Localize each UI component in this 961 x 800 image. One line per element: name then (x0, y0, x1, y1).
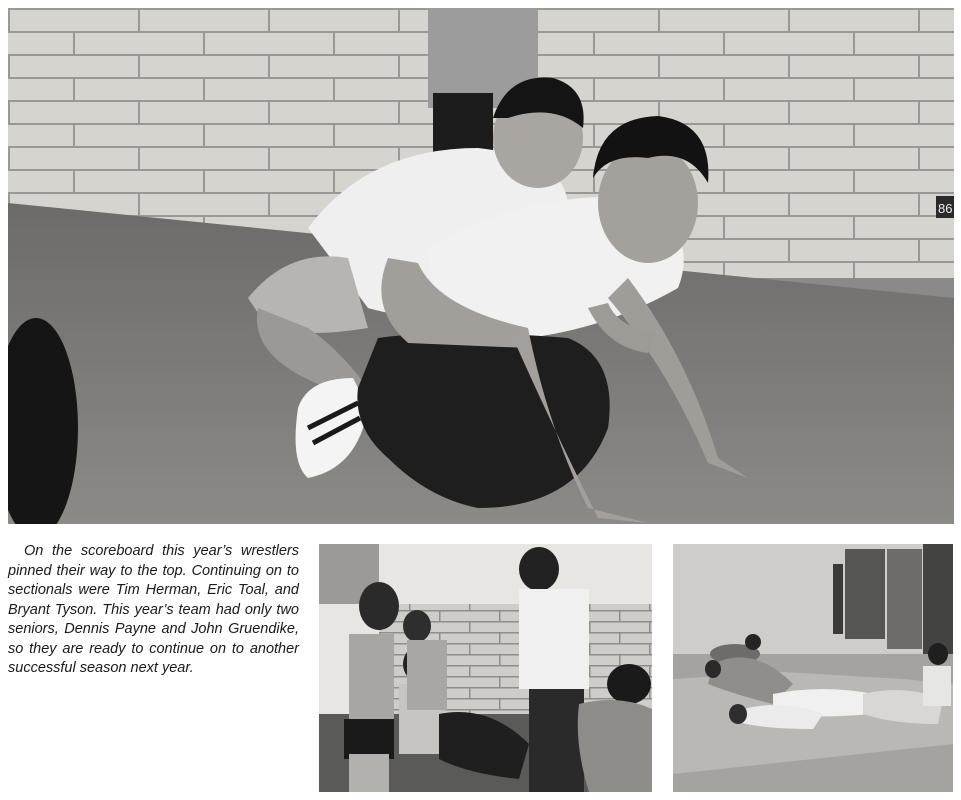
lower-center-photo (319, 544, 652, 792)
lower-right-photo-image (673, 544, 953, 792)
wall-number: 86 (938, 201, 953, 216)
photo-caption: On the scoreboard this year’s wrestlers pinned their way to the top. Continuing on to sectionals were Tim Herman, Eric Toal, and Bryant Tyson. This year’s team had only two seniors, Dennis Payne and John Gruendike, so they are ready to continue on to another successful season next year. (8, 543, 299, 676)
lower-right-photo (673, 544, 953, 792)
lower-center-photo-image (319, 544, 652, 792)
main-photo-image (8, 8, 954, 524)
main-photo (8, 8, 954, 524)
